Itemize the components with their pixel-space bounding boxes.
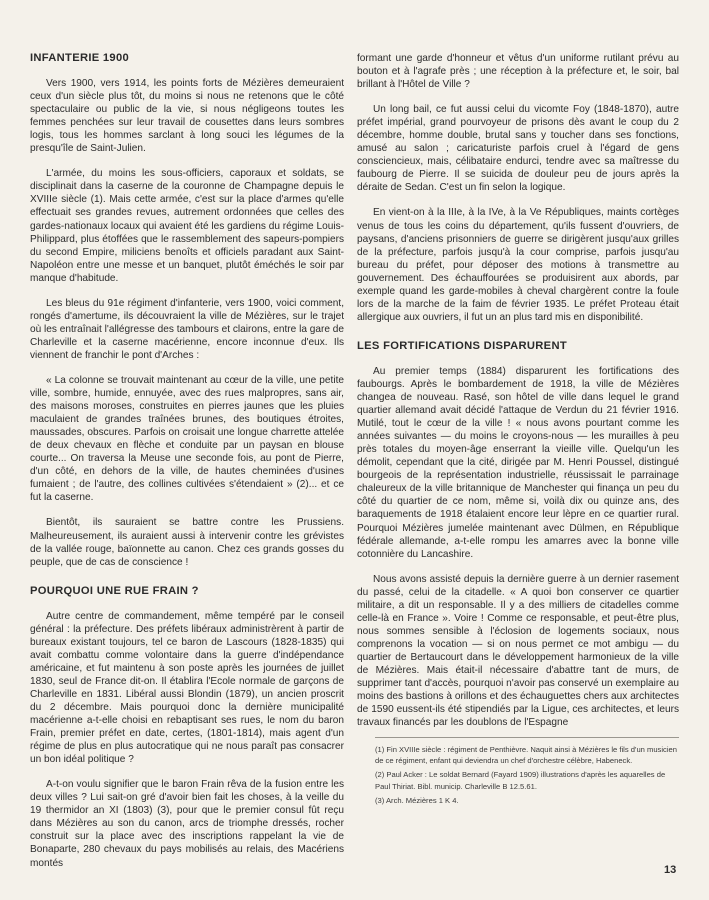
- section-heading-fortifications: LES FORTIFICATIONS DISPARURENT: [357, 339, 567, 352]
- footnote-3: (3) Arch. Mézières 1 K 4.: [375, 795, 459, 805]
- paragraph: Bientôt, ils sauraient se battre contre les Prussiens. Malheureusement, ils auraient aussi à intervenir contre les grévistes de la vallée rouge, baïonnette au canon. Chez ces grands gosses du peuple, que de cas de conscience !: [30, 517, 344, 568]
- paragraph: Vers 1900, vers 1914, les points forts de Mézières demeuraient ceux d'un siècle plus tôt, du moins si nous ne retenons que le côté spectaculaire ou public de la vie, si nous négligeons toutes les femmes penchées sur leur travail de cousettes dans leurs sombres logis, tous les hommes sarclant à long souci les légumes de la presqu'île de Saint-Julien.: [30, 78, 344, 155]
- page-number: 13: [664, 864, 677, 876]
- left-column: [30, 52, 344, 882]
- paragraph: Au premier temps (1884) disparurent les fortifications des faubourgs. Après le bombardement de 1918, la ville de Mézières changea de nouveau. Rasé, son hôtel de ville dans lequel le grand quartier allemand avait décidé l'attaque de Verdun du 21 février 1916. Mutilé, tout le cœur de la ville ! « nous avons pourtant comme les années suivantes — du moins le croyons-nous — les murailles à peu près totales du moyen-âge enserrant la vieille ville. Quelqu'un les démolit, cependant que la cité, dirigée par M. Henri Poussel, distingué bourgeois de la représentation industrielle, réussissait le parrainage chaleureux de la ville britannique de Manchester qui finança un peu du côté du quartier de ce nom, même si, voilà dix ou quinze ans, des baraquements de 1918 étalaient encore leur lèpre en ce quartier rural. Pourquoi Mézières jumelée maintenant avec Dülmen, en République fédérale allemande, a-t-elle rompu les amarres avec la bonne ville cotonnière du Lancashire.: [357, 365, 679, 560]
- right-column: [357, 52, 679, 741]
- paragraph: Nous avons assisté depuis la dernière guerre à un dernier rasement du passé, celui de la citadelle. « A quoi bon conserver ce quartier militaire, a dit un responsable. Il y a des milliers de citadelles comme celle-là en France ». Voire ! Comme ce responsable, et peut-être plus, nous sommes sensible à l'éclosion de logements sociaux, nous comprenons la vocation — si on nous permet ce mot ambigu — du quartier de Bertaucourt dans le développement harmonieux de la ville de Mézières. Mais était-il nécessaire d'abattre tant de murs, de supprimer tant d'accès, pourquoi n'avoir pas conservé un exemplaire au moins des bastions à orillons et des échauguettes chers aux architectes de 1590 eussent-ils été stipendiés par la Ligue, ces architectes, et leurs travaux financés par les doublons de l'Espagne: [357, 573, 679, 729]
- paragraph: Les bleus du 91e régiment d'infanterie, vers 1900, voici comment, rongés d'amertume, ils découvraient la ville de Mézières, sur le trajet où les entraînait l'allégresse des tambours et clairons, entre la gare de Charleville et la caserne macérienne, encore inconnue d'eux. Ils viennent de franchir le pont d'Arches :: [30, 297, 344, 361]
- footnote-2: (2) Paul Acker : Le soldat Bernard (Fayard 1909) illustrations d'après les aquarelles de Paul Thiriat. Bibl. municip. Charleville B 12.5.61.: [375, 770, 666, 791]
- paragraph: L'armée, du moins les sous-officiers, caporaux et soldats, se disciplinait dans la caserne de la couronne de Champagne depuis le XVIIIe siècle (1). Mais cette armée, c'est sur la place d'armes qu'elle effectuait ses grandes revues, autrement ordonnées que celles des gardes-nationaux locaux qui avaient été les gardiens du régime Louis-Philippard, plus étoffées que le rassemblement des sapeurs-pompiers du second Empire, miliciens benoîts et officiels paradant aux Saint-Napoléon entre une messe et un banquet, plutôt éméchés le soir par manque d'habitude.: [30, 168, 344, 284]
- footnotes: [375, 737, 679, 809]
- quote-paragraph: « La colonne se trouvait maintenant au cœur de la ville, une petite ville, sombre, humide, ennuyée, avec des rues malpropres, sans air, des maisons moroses, construites en pierres jaunes que les pluies maculaient de grandes traînées brunes, des boutiques étroites, maussades, obscures. Parfois on croisait une longue charrette attelée de deux chevaux en flèche et conduite par un paysan en blouse courte... On traversa la Meuse une seconde fois, au pont de Pierre, d'un côté, en dehors de la ville, de hautes cheminées d'usines fumaient ; de l'autre, des collines cultivées s'étendaient » (2)... et ce fut la caserne.: [30, 374, 344, 504]
- section-heading-rue-frain: POURQUOI UNE RUE FRAIN ?: [30, 584, 199, 597]
- paragraph: Un long bail, ce fut aussi celui du vicomte Foy (1848-1870), autre préfet impérial, grand pourvoyeur de prisons dès avant le coup du 2 décembre, homme double, brutal sans y toucher dans ses fonctions, amusé au salon ; caricaturiste parfois cruel à l'égard de gens consciencieux, mais, célibataire endurci, tendre avec sa maîtresse du faubourg de Pierre. Il se suicida de douleur peu de jours après la déraite de Sedan. C'est un fin selon la logique.: [357, 104, 679, 194]
- paragraph: En vient-on à la IIIe, à la IVe, à la Ve Républiques, maints cortèges venus de tous les coins du département, qu'ils fussent d'ouvriers, de paysans, d'anciens prisonniers de guerre se dirigèrent jusqu'aux grilles de la préfecture, parfois jusqu'à la cour comprise, parfois jusqu'au bureau du préfet, pour déposer des motions à transmettre au gouvernement. Des échauffourées se produisirent aux abords, par exemple quand les garde-mobiles à cheval chargèrent contre la foule lors de la marche de la faim de février 1935. Le préfet Proteau était allergique aux ouvriers, il fut un an plus tard mis en disponibilité.: [357, 207, 679, 323]
- footnote-1: (1) Fin XVIIIe siècle : régiment de Penthièvre. Naquit ainsi à Mézières le fils d'un musicien de ce régiment, enfant qui deviendra un chef d'orchestre célèbre, Habeneck.: [375, 745, 677, 766]
- paragraph: Autre centre de commandement, même tempéré par le conseil général : la préfecture. Des préfets libéraux administrèrent à partir de bureaux existant toujours, tel ce baron de Lascours (1828-1835) qui avait combattu comme volontaire dans la guerre d'indépendance américaine, et fut maintenu à son poste après les journées de juillet 1830, seul de France dit-on. Il établira l'Ecole normale de garçons de Charleville en 1831. Libéral aussi Blondin (1879), un ancien proscrit du 2 décembre. Mais pourquoi donc la dernière municipalité macérienne a-t-elle choisi en rebaptisant ses rues, le nom du baron Frain, premier préfet en date, certes, (1801-1814), mais agent d'un régime de plus en plus autocratique qui ne nous paraît pas consacrer un bon idéal politique ?: [30, 610, 344, 766]
- paragraph: A-t-on voulu signifier que le baron Frain rêva de la fusion entre les deux villes ? Lui sait-on gré d'avoir bien fait les choses, à la veille du 19 thermidor an XI (1803) (3), pour que le premier consul fût reçu dans Mézières au son du canon, arcs de triomphe dressés, rocher construit sur la place avec des inscriptions rappelant la vie de Bonaparte, 280 chevaux du pays mobilisés au relais, des Macériens montés: [30, 779, 344, 869]
- paragraph: formant une garde d'honneur et vêtus d'un uniforme rutilant prévu au bouton et à l'agrafe près ; une réception à la préfecture et, le soir, bal brillant à l'Hôtel de Ville ?: [357, 53, 679, 91]
- section-heading-infanterie: INFANTERIE 1900: [30, 52, 130, 64]
